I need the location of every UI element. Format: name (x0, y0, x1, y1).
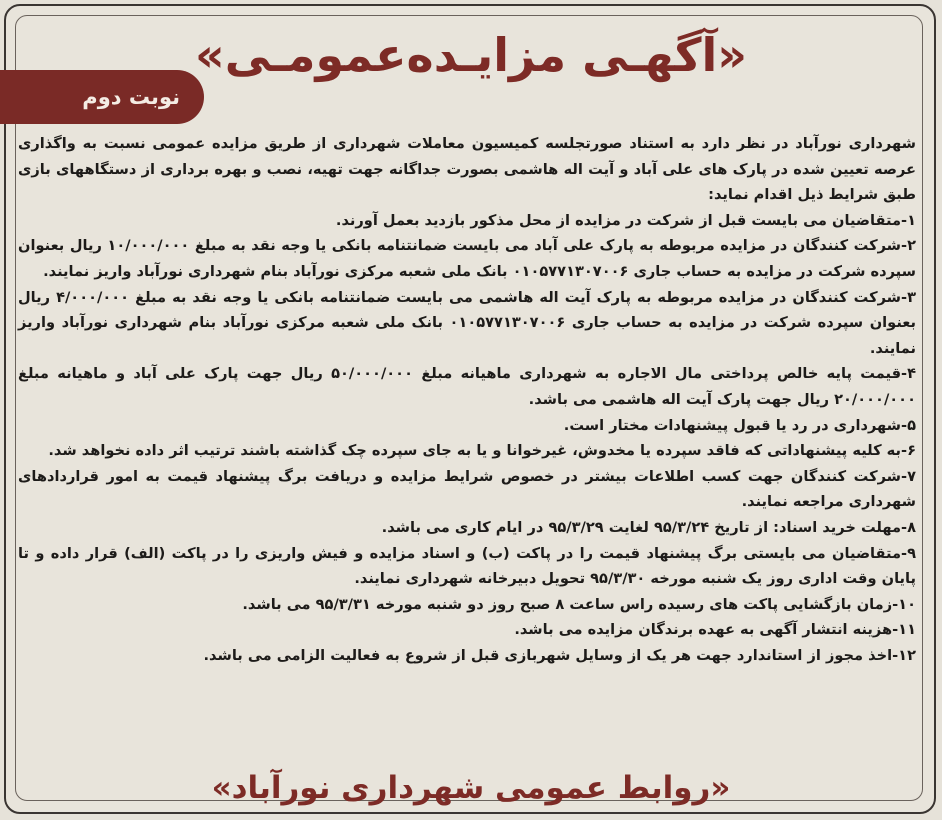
condition-item-2: ۲-شرکت کنندگان در مزایده مربوطه به پارک علی آباد می بایست ضمانتنامه بانکی یا وجه نقد به مبلغ ۱۰/۰۰۰/۰۰۰ ریال بعنوان سپرده شرکت در مزایده به حساب جاری ۰۱۰۵۷۷۱۳۰۷۰۰۶ بانک ملی شعبه مرکزی نورآباد بنام شهرداری نورآباد واریز نمایند. (18, 237, 916, 280)
condition-item-8: ۸-مهلت خرید اسناد: از تاریخ ۹۵/۳/۲۴ لغایت ۹۵/۳/۲۹ در ایام کاری می باشد. (381, 518, 916, 536)
condition-item-1: ۱-متقاضیان می بایست قبل از شرکت در مزایده از محل مذکور بازدید بعمل آورند. (335, 211, 916, 229)
condition-item-7: ۷-شرکت کنندگان جهت کسب اطلاعات بیشتر در خصوص شرایط مزایده و دریافت برگ پیشنهاد قیمت به امور قراردادهای شهرداری مراجعه نمایند. (18, 467, 916, 511)
condition-item-6: ۶-به کلیه پیشنهاداتی که فاقد سپرده یا مخدوش، غیرخوانا و یا به جای سپرده چک گذاشته باشند ترتیب اثر داده نخواهد شد. (48, 442, 916, 460)
notice-signature: «روابط عمومی شهرداری نورآباد» (211, 770, 731, 806)
condition-item-11: ۱۱-هزینه انتشار آگهی به عهده برندگان مزایده می باشد. (514, 621, 916, 639)
condition-item-5: ۵-شهرداری در رد یا قبول پیشنهادات مختار است. (563, 416, 916, 434)
condition-item-4: ۴-قیمت پایه خالص پرداختی مال الاجاره به شهرداری ماهیانه مبلغ ۵۰/۰۰۰/۰۰۰ ریال جهت پارک علی آباد و ماهیانه مبلغ ۲۰/۰۰۰/۰۰۰ ریال جهت پارک آیت اله هاشمی می باشد. (18, 365, 916, 408)
condition-item-3: ۳-شرکت کنندگان در مزایده مربوطه به پارک آیت اله هاشمی می بایست ضمانتنامه بانکی یا وجه نقد به مبلغ ۴/۰۰۰/۰۰۰ ریال بعنوان سپرده شرکت در مزایده به حساب جاری ۰۱۰۵۷۷۱۳۰۷۰۰۶ بانک ملی شعبه مرکزی نورآباد بنام شهرداری نورآباد واریز نمایند. (18, 288, 916, 357)
notice-intro: شهرداری نورآباد در نظر دارد به استناد صورتجلسه کمیسیون معاملات شهرداری از طریق مزایده عمومی نسبت به واگذاری عرصه تعیین شده در پارک های علی آباد و آیت اله هاشمی بصورت جداگانه جهت تهیه، نصب و بهره برداری از دستگاههای بازی طبق شرایط ذیل اقدام نماید: (18, 135, 916, 204)
condition-item-10: ۱۰-زمان بازگشایی پاکت های رسیده راس ساعت ۸ صبح روز دو شنبه مورخه ۹۵/۳/۳۱ می باشد. (242, 595, 916, 613)
round-badge (0, 70, 204, 124)
condition-item-9: ۹-متقاضیان می بایستی برگ پیشنهاد قیمت را در پاکت (ب) و اسناد مزایده و فیش واریزی را در پاکت (الف) قرار داده و تا پایان وقت اداری روز یک شنبه مورخه ۹۵/۳/۳۰ تحویل دبیرخانه شهرداری نمایند. (18, 544, 916, 588)
round-badge-label: نوبت دوم (82, 85, 180, 109)
notice-body (18, 131, 916, 668)
condition-item-12: ۱۲-اخذ مجوز از استاندارد جهت هر یک از وسایل شهربازی قبل از شروع به فعالیت الزامی می باشد. (203, 646, 916, 664)
notice-title: «آگهـی مزایـده‌عمومـی» (194, 28, 748, 82)
